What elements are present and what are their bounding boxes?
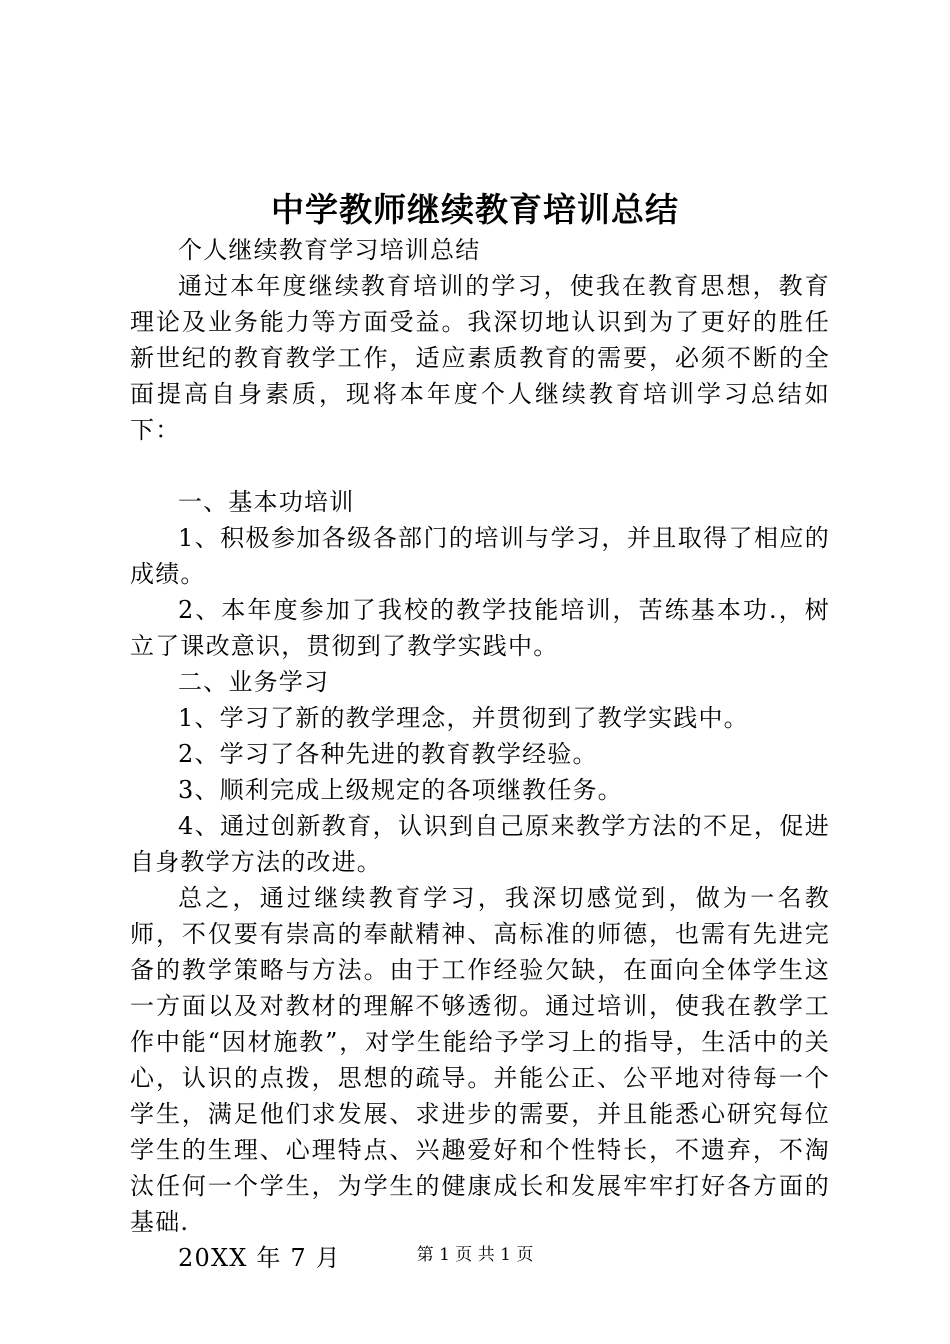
document-date: 20XX 年 7 月 bbox=[178, 1244, 341, 1272]
list-item: 4、通过创新教育，认识到自己原来教学方法的不足，促进自身教学方法的改进。 bbox=[130, 812, 830, 876]
paragraph-gap bbox=[130, 448, 830, 484]
document-subtitle: 个人继续教育学习培训总结 bbox=[178, 236, 481, 264]
intro-paragraph: 通过本年度继续教育培训的学习，使我在教育思想，教育理论及业务能力等方面受益。我深切地认识到为了更好的胜任新世纪的教育教学工作，适应素质教育的需要，必须不断的全面提高自身素质，现将本年度个人继续教育培训学习总结如下： bbox=[130, 272, 830, 444]
section-heading-business-study: 二、业务学习 bbox=[178, 668, 330, 696]
document-body bbox=[130, 232, 830, 1276]
section-heading-basic-skills: 一、基本功培训 bbox=[178, 488, 355, 516]
conclusion-paragraph: 总之，通过继续教育学习，我深切感觉到，做为一名教师，不仅要有崇高的奉献精神、高标准的师德，也需有先进完备的教学策略与方法。由于工作经验欠缺，在面向全体学生这一方面以及对教材的理解不够透彻。通过培训，使我在教学工作中能“因材施教”，对学生能给予学习上的指导，生活中的关心，认识的点拨，思想的疏导。并能公正、公平地对待每一个学生，满足他们求发展、求进步的需要，并且能悉心研究每位学生的生理、心理特点、兴趣爱好和个性特长，不遗弃，不淘汰任何一个学生，为学生的健康成长和发展牢牢打好各方面的基础. bbox=[130, 884, 830, 1236]
page-footer: 第 1 页 共 1 页 bbox=[416, 1245, 534, 1265]
list-item: 1、学习了新的教学理念，并贯彻到了教学实践中。 bbox=[178, 704, 749, 732]
list-item: 2、学习了各种先进的教育教学经验。 bbox=[178, 740, 598, 768]
list-item: 3、顺利完成上级规定的各项继教任务。 bbox=[178, 776, 623, 804]
list-item: 2、本年度参加了我校的教学技能培训，苦练基本功.，树立了课改意识，贯彻到了教学实践中。 bbox=[130, 596, 830, 660]
list-item: 1、积极参加各级各部门的培训与学习，并且取得了相应的成绩。 bbox=[130, 524, 830, 588]
document-title: 中学教师继续教育培训总结 bbox=[271, 190, 679, 229]
